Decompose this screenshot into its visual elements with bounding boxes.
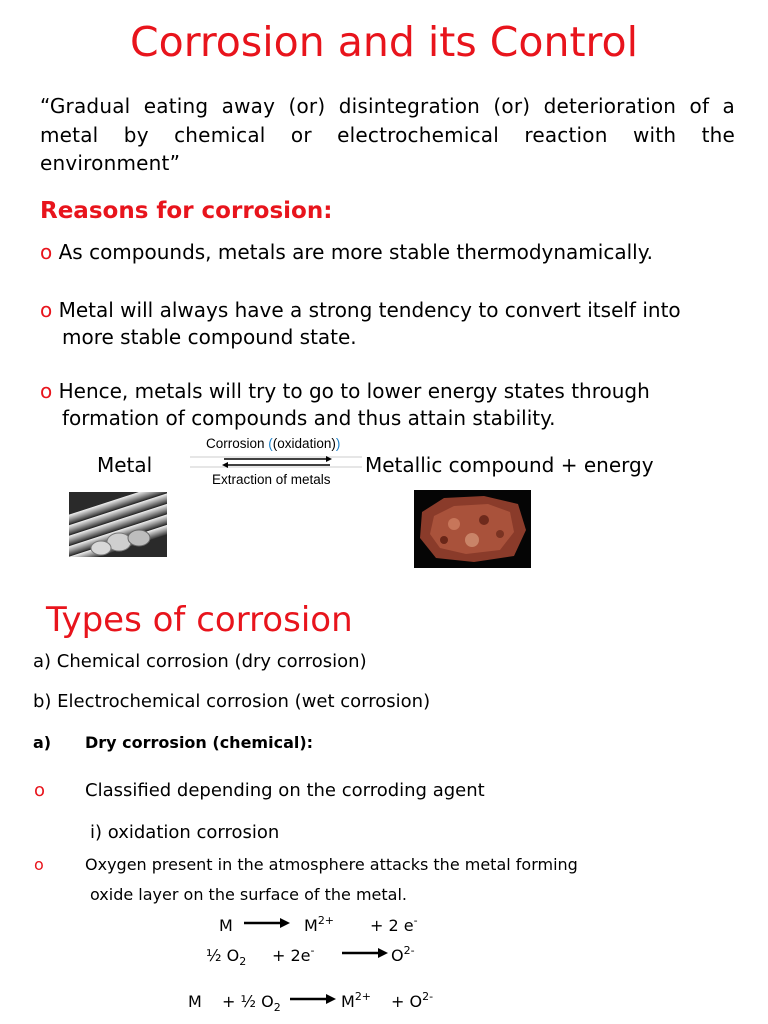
- oxygen-text-line1: Oxygen present in the atmosphere attacks the metal forming: [85, 855, 578, 874]
- reaction-left-label: Metal: [97, 453, 153, 477]
- eq2-arrow: [340, 946, 390, 960]
- sub-a-text: Dry corrosion (chemical):: [85, 733, 314, 752]
- sub-a-label: a): [33, 733, 52, 752]
- reason-item-3: [40, 378, 750, 432]
- type-a: a) Chemical corrosion (dry corrosion): [33, 651, 367, 672]
- eq2-electrons: + 2e-: [272, 944, 315, 965]
- forward-label-main: Corrosion: [206, 436, 265, 451]
- eq2-lhs: ½ $O_2$: [206, 946, 247, 968]
- reason-text: Hence, metals will try to go to lower energy states through: [58, 379, 650, 403]
- reason-text: Metal will always have a strong tendency to convert itself into: [58, 298, 681, 322]
- reason-item-1: [40, 239, 740, 266]
- types-heading: Types of corrosion: [46, 600, 353, 640]
- type-b: b) Electrochemical corrosion (wet corrosion): [33, 691, 431, 712]
- eq2-rhs: $O^{2-}$: [391, 944, 415, 965]
- bullet-marker: o: [34, 855, 44, 874]
- page-title: Corrosion and its Control: [130, 18, 638, 66]
- eq1-electrons: + 2 e-: [370, 914, 418, 935]
- reason-text: As compounds, metals are more stable thermodynamically.: [58, 240, 654, 264]
- reaction-right-label: Metallic compound + energy: [365, 453, 654, 477]
- eq3-arrow: [288, 992, 338, 1006]
- eq1-rhs: $M^{2+}$: [304, 914, 335, 935]
- bullet-marker: o: [34, 780, 46, 801]
- forward-arrow-label: Corrosion ((oxidation)): [206, 436, 341, 451]
- forward-label-paren: (oxidation): [272, 436, 336, 451]
- backward-arrow-label: Extraction of metals: [212, 472, 331, 487]
- reasons-heading: Reasons for corrosion:: [40, 198, 333, 224]
- equilibrium-arrows: [186, 453, 366, 473]
- oxygen-text-line2: oxide layer on the surface of the metal.: [90, 885, 407, 904]
- bullet-marker: o: [40, 240, 53, 264]
- eq1-arrow: [242, 916, 292, 930]
- eq3-rhs: $M^{2+}$: [341, 990, 372, 1011]
- oxidation-corrosion-label: i) oxidation corrosion: [90, 822, 280, 843]
- metallic-compound-image: [414, 490, 531, 568]
- eq3-oxygen: + ½ $O_2$: [222, 992, 281, 1014]
- eq1-lhs: M: [219, 916, 233, 935]
- eq3-lhs: M: [188, 992, 202, 1011]
- reason-text-cont: more stable compound state.: [62, 325, 357, 349]
- bullet-marker: o: [40, 379, 53, 403]
- bullet-marker: o: [40, 298, 53, 322]
- reason-item-2: [40, 297, 750, 351]
- classified-text: Classified depending on the corroding agent: [85, 780, 485, 801]
- reason-text-cont: formation of compounds and thus attain stability.: [62, 406, 556, 430]
- eq3-oxide: + $O^{2-}$: [391, 990, 434, 1011]
- definition-text: “Gradual eating away (or) disintegration (or) deterioration of a metal by chemical or electrochemical reaction with the environment”: [40, 94, 735, 175]
- metal-rods-image: [69, 492, 167, 557]
